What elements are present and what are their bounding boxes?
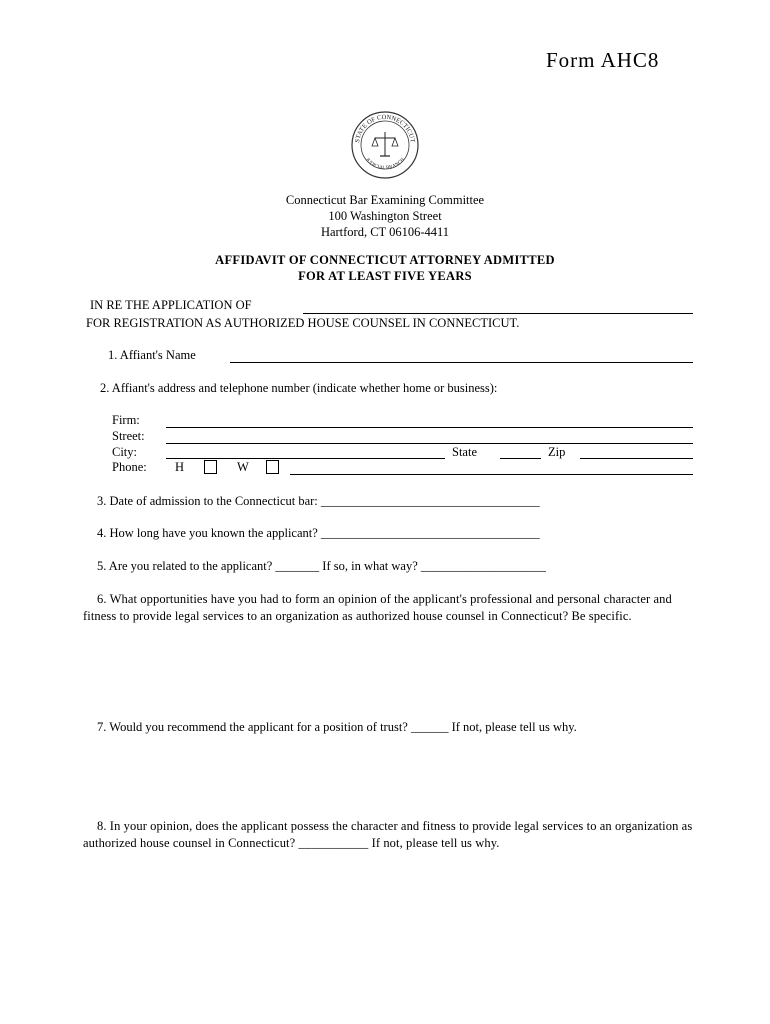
q6-label: 6. What opportunities have you had to form an opinion of the applicant's professional and personal character and fitness to provide legal services to an organization as authorized house counsel in Connecticut? Be specific.	[83, 592, 672, 623]
committee-street: 100 Washington Street	[328, 209, 442, 223]
home-label: H	[175, 460, 185, 474]
judicial-seal-icon	[350, 110, 420, 180]
home-checkbox[interactable]	[204, 460, 217, 474]
seal-bottom-text: JUDICIAL BRANCH	[364, 157, 406, 172]
form-id: Form AHC8	[546, 48, 660, 72]
city-label: City:	[112, 445, 138, 459]
seal-top-text: STATE OF CONNECTICUT	[354, 113, 416, 144]
committee-city: Hartford, CT 06106-4411	[320, 225, 450, 239]
q7-label: 7. Would you recommend the applicant for a position of trust? ______ If not, please tell us why.	[97, 720, 577, 734]
street-label: Street:	[112, 429, 145, 443]
intro-line1: IN RE THE APPLICATION OF	[90, 298, 252, 312]
q1-label: 1. Affiant's Name	[108, 348, 196, 362]
q8-label: 8. In your opinion, does the applicant possess the character and fitness to provide legal services to an organization as authorized house counsel in Connecticut? ___________ If not, please tell us why.	[83, 819, 693, 850]
q4-label: 4. How long have you known the applicant? ___________________________________	[97, 526, 540, 540]
phone-line[interactable]	[290, 474, 693, 475]
q2-label: 2. Affiant's address and telephone number (indicate whether home or business):	[100, 381, 498, 395]
zip-label: Zip	[548, 445, 566, 459]
affidavit-title-line2: FOR AT LEAST FIVE YEARS	[298, 269, 472, 283]
phone-label: Phone:	[112, 460, 147, 474]
intro-line2: FOR REGISTRATION AS AUTHORIZED HOUSE COUNSEL IN CONNECTICUT.	[86, 316, 520, 330]
committee-name: Connecticut Bar Examining Committee	[285, 193, 485, 207]
firm-line[interactable]	[166, 427, 693, 428]
q3-label: 3. Date of admission to the Connecticut bar: ___________________________________	[97, 494, 540, 508]
svg-text:JUDICIAL BRANCH	[364, 157, 406, 171]
city-line[interactable]	[166, 458, 445, 459]
q5-label: 5. Are you related to the applicant? _______ If so, in what way? ____________________	[97, 559, 546, 573]
street-line[interactable]	[166, 443, 693, 444]
applicant-name-line[interactable]	[303, 313, 693, 314]
affiant-name-line[interactable]	[230, 362, 693, 363]
work-label: W	[237, 460, 249, 474]
work-checkbox[interactable]	[266, 460, 279, 474]
state-label: State	[452, 445, 477, 459]
affidavit-title-line1: AFFIDAVIT OF CONNECTICUT ATTORNEY ADMITTED	[215, 253, 555, 267]
firm-label: Firm:	[112, 413, 140, 427]
state-line[interactable]	[500, 458, 541, 459]
zip-line[interactable]	[580, 458, 693, 459]
